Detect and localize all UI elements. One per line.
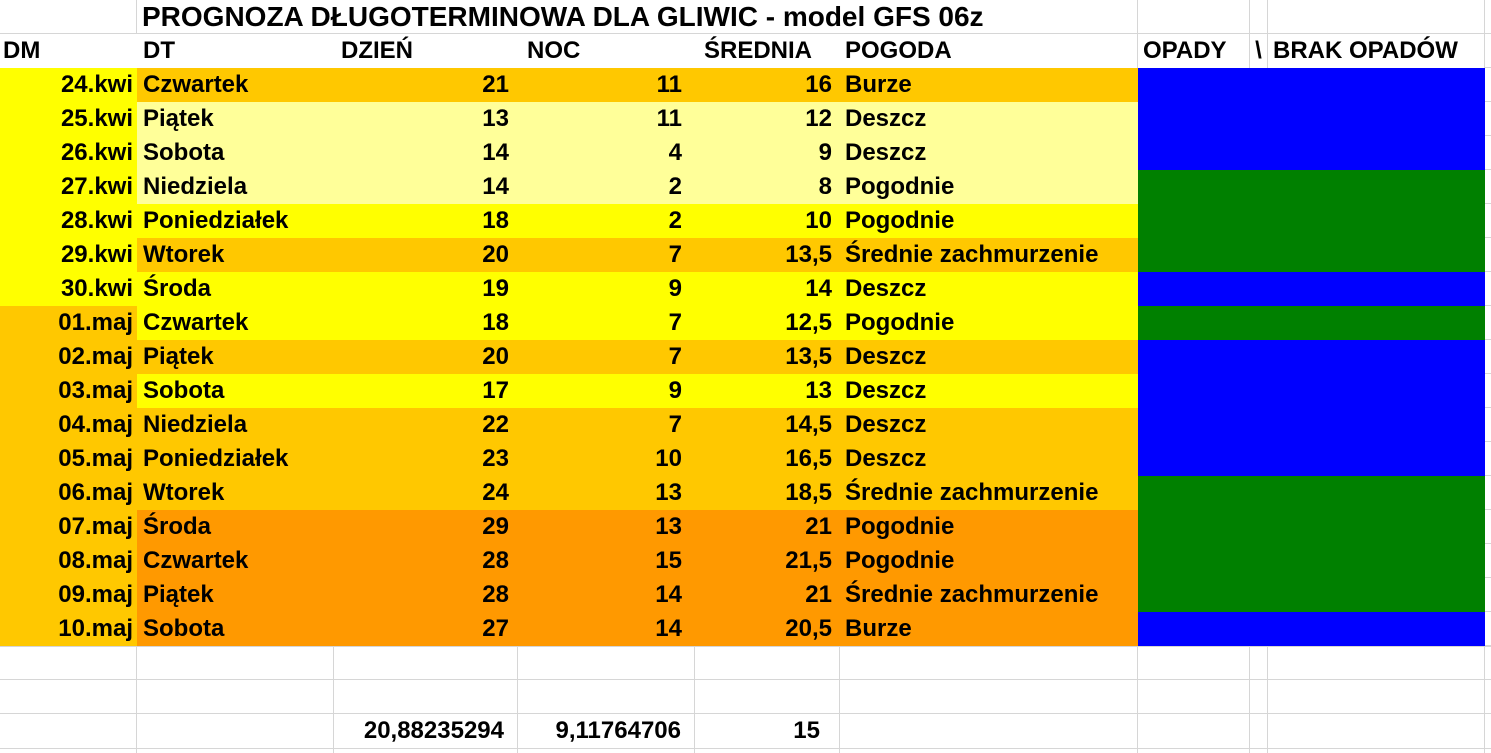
table-row [0, 374, 1491, 408]
cell-day-name[interactable]: Poniedziałek [137, 442, 334, 476]
cell-day-temp[interactable]: 14 [334, 136, 518, 170]
table-row [0, 510, 1491, 544]
cell-night-temp[interactable]: 14 [518, 578, 695, 612]
cell-precip-indicator[interactable] [1138, 408, 1485, 442]
blank-row [0, 646, 1491, 680]
empty-cell [695, 680, 840, 714]
cell-weather[interactable]: Deszcz [840, 374, 1138, 408]
empty-cell [334, 748, 518, 753]
cell-date[interactable]: 07.maj [0, 510, 137, 544]
cell-date[interactable]: 24.kwi [0, 68, 137, 102]
header-dm[interactable]: DM [3, 37, 41, 64]
table-row [0, 102, 1491, 136]
title-row-empty-cell [1485, 0, 1491, 34]
cell-weather[interactable]: Burze [840, 612, 1138, 646]
cell-night-temp[interactable]: 2 [518, 170, 695, 204]
empty-cell [334, 646, 518, 680]
cell-night-temp[interactable]: 10 [518, 442, 695, 476]
cell-precip-indicator[interactable] [1138, 306, 1485, 340]
empty-cell [1250, 714, 1268, 749]
cell-date[interactable]: 27.kwi [0, 170, 137, 204]
cell-avg-temp[interactable]: 12,5 [695, 306, 840, 340]
cell-weather[interactable]: Deszcz [840, 272, 1138, 306]
cell-precip-indicator[interactable] [1138, 340, 1485, 374]
cell-weather[interactable]: Burze [840, 68, 1138, 102]
cell-avg-temp[interactable]: 14 [695, 272, 840, 306]
cell-avg-temp[interactable]: 16,5 [695, 442, 840, 476]
empty-cell [695, 748, 840, 753]
cell-night-temp[interactable]: 9 [518, 374, 695, 408]
empty-cell [1138, 680, 1250, 714]
cell-precip-indicator[interactable] [1138, 102, 1485, 136]
cell-precip-indicator[interactable] [1138, 476, 1485, 510]
cell-date[interactable]: 09.maj [0, 578, 137, 612]
cell-day-name[interactable]: Czwartek [137, 544, 334, 578]
header-avg-temp[interactable]: ŚREDNIA [704, 37, 813, 64]
cell-day-temp[interactable]: 20 [334, 340, 518, 374]
empty-cell [137, 748, 334, 753]
cell-spacer [1485, 510, 1491, 544]
cell-day-temp[interactable]: 20 [334, 238, 518, 272]
cell-spacer [1485, 102, 1491, 136]
table-row [0, 136, 1491, 170]
empty-cell [334, 680, 518, 714]
cell-precip-indicator[interactable] [1138, 544, 1485, 578]
cell-date[interactable]: 25.kwi [0, 102, 137, 136]
cell-spacer [1485, 68, 1491, 102]
cell-night-temp[interactable]: 14 [518, 612, 695, 646]
cell-avg-temp[interactable]: 13 [695, 374, 840, 408]
cell-precip-indicator[interactable] [1138, 238, 1485, 272]
empty-cell [1250, 748, 1268, 753]
cell-day-temp[interactable]: 13 [334, 102, 518, 136]
cell-weather[interactable]: Pogodnie [840, 204, 1138, 238]
cell-date[interactable]: 29.kwi [0, 238, 137, 272]
summary-day-avg[interactable]: 20,88235294 [334, 714, 518, 749]
summary-row [0, 714, 1491, 748]
cell-day-name[interactable]: Wtorek [137, 238, 334, 272]
cell-day-temp[interactable]: 28 [334, 544, 518, 578]
cell-spacer [1485, 374, 1491, 408]
cell-day-temp[interactable]: 14 [334, 170, 518, 204]
empty-cell [518, 646, 695, 680]
header-night-temp[interactable]: NOC [527, 37, 581, 64]
cell-spacer [1485, 306, 1491, 340]
cell-day-temp[interactable]: 18 [334, 306, 518, 340]
empty-cell [840, 680, 1138, 714]
title-row-empty-cell [1138, 0, 1250, 34]
cell-day-name[interactable]: Piątek [137, 340, 334, 374]
empty-cell [137, 714, 334, 749]
cell-avg-temp[interactable]: 13,5 [695, 340, 840, 374]
cell-precip-indicator[interactable] [1138, 578, 1485, 612]
forecast-rows [0, 68, 1491, 646]
cell-date[interactable]: 01.maj [0, 306, 137, 340]
sheet-title[interactable]: PROGNOZA DŁUGOTERMINOWA DLA GLIWIC - model GFS 06z [137, 0, 1138, 34]
cell-precip-indicator[interactable] [1138, 510, 1485, 544]
header-weather[interactable]: POGODA [840, 34, 1138, 68]
cell-avg-temp[interactable]: 21 [695, 578, 840, 612]
table-row [0, 442, 1491, 476]
cell-avg-temp[interactable]: 21,5 [695, 544, 840, 578]
cell-precip-indicator[interactable] [1138, 374, 1485, 408]
cell-day-temp[interactable]: 17 [334, 374, 518, 408]
cell-night-temp[interactable]: 9 [518, 272, 695, 306]
cell-weather[interactable]: Średnie zachmurzenie [840, 578, 1138, 612]
table-row [0, 238, 1491, 272]
summary-night-avg[interactable]: 9,11764706 [518, 714, 695, 749]
cell-day-name[interactable]: Wtorek [137, 476, 334, 510]
cell-precip-indicator[interactable] [1138, 204, 1485, 238]
empty-cell [1268, 646, 1485, 680]
cell-date[interactable]: 05.maj [0, 442, 137, 476]
cell-night-temp[interactable]: 11 [518, 102, 695, 136]
cell-weather[interactable]: Pogodnie [840, 510, 1138, 544]
cell-weather[interactable]: Deszcz [840, 442, 1138, 476]
cell-day-name[interactable]: Niedziela [137, 408, 334, 442]
cell-spacer [1485, 408, 1491, 442]
cell-spacer [1485, 578, 1491, 612]
cell-spacer [1485, 476, 1491, 510]
cell-avg-temp[interactable]: 20,5 [695, 612, 840, 646]
cell-avg-temp[interactable]: 8 [695, 170, 840, 204]
cell-weather[interactable]: Deszcz [840, 102, 1138, 136]
empty-cell [1268, 714, 1485, 749]
cell-avg-temp[interactable]: 21 [695, 510, 840, 544]
cell-date[interactable]: 08.maj [0, 544, 137, 578]
cell-avg-temp[interactable]: 12 [695, 102, 840, 136]
cell-weather[interactable]: Pogodnie [840, 306, 1138, 340]
table-row [0, 544, 1491, 578]
cell-spacer [1485, 170, 1491, 204]
empty-cell [1268, 680, 1485, 714]
empty-cell [518, 748, 695, 753]
cell-avg-temp[interactable]: 18,5 [695, 476, 840, 510]
empty-cell [0, 646, 137, 680]
title-row-empty-cell [1268, 0, 1485, 34]
header-spacer-cell [1485, 34, 1491, 68]
table-row [0, 408, 1491, 442]
table-row [0, 272, 1491, 306]
cell-day-name[interactable]: Czwartek [137, 68, 334, 102]
table-row [0, 170, 1491, 204]
empty-cell [1485, 714, 1491, 749]
cell-spacer [1485, 272, 1491, 306]
cell-weather[interactable]: Pogodnie [840, 544, 1138, 578]
cell-weather[interactable]: Średnie zachmurzenie [840, 238, 1138, 272]
cell-day-temp[interactable]: 28 [334, 578, 518, 612]
header-precip[interactable]: OPADY [1138, 34, 1250, 68]
empty-cell [0, 714, 137, 749]
blank-row [0, 680, 1491, 714]
cell-precip-indicator[interactable] [1138, 612, 1485, 646]
title-row [0, 0, 1491, 34]
empty-cell [518, 680, 695, 714]
cell-day-temp[interactable]: 29 [334, 510, 518, 544]
empty-cell [840, 748, 1138, 753]
empty-cell [1485, 646, 1491, 680]
cell-day-name[interactable]: Czwartek [137, 306, 334, 340]
cell-precip-indicator[interactable] [1138, 442, 1485, 476]
cell-day-temp[interactable]: 27 [334, 612, 518, 646]
table-row [0, 340, 1491, 374]
cell-weather[interactable]: Deszcz [840, 136, 1138, 170]
cell-day-temp[interactable]: 18 [334, 204, 518, 238]
cell-day-name[interactable]: Środa [137, 272, 334, 306]
cell-avg-temp[interactable]: 10 [695, 204, 840, 238]
cell-night-temp[interactable]: 7 [518, 340, 695, 374]
cell-precip-indicator[interactable] [1138, 272, 1485, 306]
empty-cell [1485, 680, 1491, 714]
cell-day-temp[interactable]: 21 [334, 68, 518, 102]
cell-date[interactable]: 10.maj [0, 612, 137, 646]
cell-day-name[interactable]: Sobota [137, 612, 334, 646]
cell-day-name[interactable]: Sobota [137, 374, 334, 408]
cell-spacer [1485, 136, 1491, 170]
cell-day-temp[interactable]: 24 [334, 476, 518, 510]
cell-weather[interactable]: Deszcz [840, 408, 1138, 442]
cell-a1-empty [0, 0, 137, 34]
cell-avg-temp[interactable]: 9 [695, 136, 840, 170]
empty-cell [1485, 748, 1491, 753]
header-precip-separator: \ [1250, 34, 1268, 68]
cell-date[interactable]: 02.maj [0, 340, 137, 374]
empty-cell [0, 680, 137, 714]
cell-spacer [1485, 544, 1491, 578]
cell-precip-indicator[interactable] [1138, 136, 1485, 170]
table-row [0, 578, 1491, 612]
cell-night-temp[interactable]: 13 [518, 510, 695, 544]
header-no-precip[interactable]: BRAK OPADÓW [1268, 34, 1485, 68]
empty-cell [137, 680, 334, 714]
empty-cell [0, 748, 137, 753]
table-row [0, 612, 1491, 646]
cell-date[interactable]: 28.kwi [0, 204, 137, 238]
cell-night-temp[interactable]: 7 [518, 238, 695, 272]
cell-night-temp[interactable]: 7 [518, 408, 695, 442]
cell-spacer [1485, 442, 1491, 476]
header-row [0, 34, 1491, 68]
table-row [0, 68, 1491, 102]
cell-date[interactable]: 03.maj [0, 374, 137, 408]
cell-avg-temp[interactable]: 14,5 [695, 408, 840, 442]
cell-spacer [1485, 340, 1491, 374]
empty-cell [137, 646, 334, 680]
cell-date[interactable]: 04.maj [0, 408, 137, 442]
empty-cell [840, 714, 1138, 749]
cell-day-name[interactable]: Poniedziałek [137, 204, 334, 238]
cell-night-temp[interactable]: 15 [518, 544, 695, 578]
cell-night-temp[interactable]: 7 [518, 306, 695, 340]
cell-day-temp[interactable]: 22 [334, 408, 518, 442]
cell-night-temp[interactable]: 2 [518, 204, 695, 238]
cell-weather[interactable]: Średnie zachmurzenie [840, 476, 1138, 510]
empty-cell [1268, 748, 1485, 753]
cell-weather[interactable]: Pogodnie [840, 170, 1138, 204]
header-dt[interactable]: DT [143, 37, 175, 64]
cell-day-name[interactable]: Piątek [137, 102, 334, 136]
cell-night-temp[interactable]: 13 [518, 476, 695, 510]
cell-day-name[interactable]: Środa [137, 510, 334, 544]
cell-day-name[interactable]: Piątek [137, 578, 334, 612]
partial-row [0, 748, 1491, 753]
header-day-temp[interactable]: DZIEŃ [341, 37, 413, 64]
table-row [0, 476, 1491, 510]
title-row-empty-cell [1250, 0, 1268, 34]
summary-avg-avg[interactable]: 15 [695, 714, 840, 749]
cell-weather[interactable]: Deszcz [840, 340, 1138, 374]
cell-date[interactable]: 30.kwi [0, 272, 137, 306]
cell-spacer [1485, 238, 1491, 272]
empty-cell [695, 646, 840, 680]
empty-cell [1250, 646, 1268, 680]
table-row [0, 204, 1491, 238]
cell-day-name[interactable]: Sobota [137, 136, 334, 170]
cell-day-temp[interactable]: 19 [334, 272, 518, 306]
empty-cell [840, 646, 1138, 680]
cell-spacer [1485, 204, 1491, 238]
cell-date[interactable]: 06.maj [0, 476, 137, 510]
empty-cell [1138, 714, 1250, 749]
cell-spacer [1485, 612, 1491, 646]
cell-day-temp[interactable]: 23 [334, 442, 518, 476]
empty-cell [1138, 748, 1250, 753]
cell-day-name[interactable]: Niedziela [137, 170, 334, 204]
empty-cell [1138, 646, 1250, 680]
cell-date[interactable]: 26.kwi [0, 136, 137, 170]
cell-night-temp[interactable]: 11 [518, 68, 695, 102]
table-row [0, 306, 1491, 340]
cell-avg-temp[interactable]: 13,5 [695, 238, 840, 272]
cell-avg-temp[interactable]: 16 [695, 68, 840, 102]
empty-cell [1250, 680, 1268, 714]
cell-precip-indicator[interactable] [1138, 68, 1485, 102]
cell-precip-indicator[interactable] [1138, 170, 1485, 204]
cell-night-temp[interactable]: 4 [518, 136, 695, 170]
